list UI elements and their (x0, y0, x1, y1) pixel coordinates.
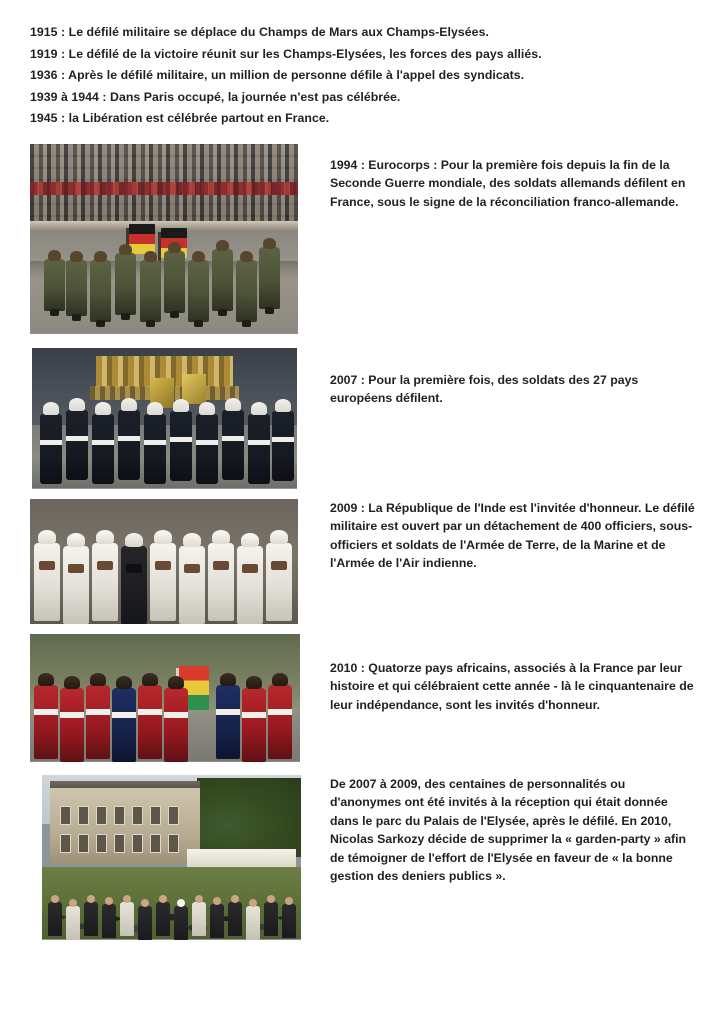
entry-caption: 2007 : Pour la première fois, des soldats des 27 pays européens défilent. (330, 372, 639, 406)
entry-list (30, 144, 698, 940)
photo-elysee-garden-party (42, 775, 301, 940)
intro-line: 1919 : Le défilé de la victoire réunit sur les Champs-Elysées, les forces des pays alliés. (30, 46, 542, 61)
intro-line: 1939 à 1944 : Dans Paris occupé, la journée n'est pas célébrée. (30, 89, 401, 104)
entry-caption: 2010 : Quatorze pays africains, associés à la France par leur histoire et qui célébraient cette année - là le cinquantenaire de leur indépendance, sont les invités d'honneur. (330, 660, 694, 712)
intro-line: 1945 : la Libération est célébrée partout en France. (30, 111, 330, 125)
photo-african-countries-2010 (30, 634, 300, 762)
entry-caption: 1994 : Eurocorps : Pour la première fois depuis la fin de la Seconde Guerre mondiale, des soldats allemands défilent en France, sous le signe de la réconciliation franco-allemande. (330, 157, 686, 209)
entry-row (30, 775, 698, 940)
intro-line: 1915 : Le défilé militaire se déplace du Champs de Mars aux Champs-Elysées. (30, 25, 489, 39)
photo-indian-contingent-2009 (30, 499, 298, 624)
entry-caption: De 2007 à 2009, des centaines de personnalités ou d'anonymes ont été invités à la réception qui était donnée dans le parc du Palais de l'Elysée, après le défilé. En 2010, Nicolas Sarkozy décide de supprimer la « garden-party » afin de témoigner de l'effort de l'Elysée en faveur de « la bonne gestion des deniers publics ». (330, 776, 687, 884)
entry-row (30, 144, 698, 334)
intro-line: 1936 : Après le défilé militaire, un million de personne défile à l'appel des syndicats. (30, 68, 525, 82)
entry-row (30, 348, 698, 489)
entry-row (30, 634, 698, 762)
entry-caption: 2009 : La République de l'Inde est l'invitée d'honneur. Le défilé militaire est ouvert par un détachement de 400 officiers, sous-officiers et soldats de l'Armée de Terre, de la Marine et de l'Armée de l'Air indienne. (330, 500, 695, 571)
photo-european-soldiers-2007 (32, 348, 297, 489)
photo-eurocorps-1994 (30, 144, 298, 334)
intro-timeline (30, 22, 698, 130)
entry-row (30, 499, 698, 624)
